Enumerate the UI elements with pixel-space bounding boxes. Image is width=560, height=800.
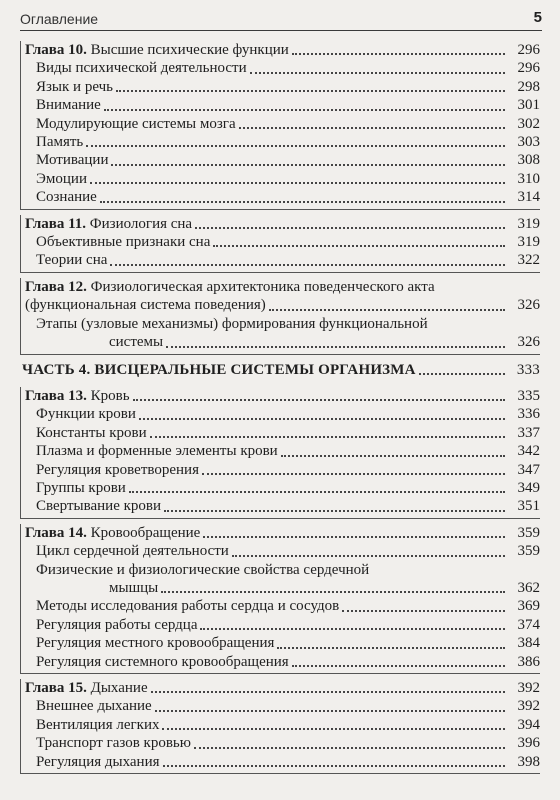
toc-entry[interactable] (21, 78, 540, 96)
page-ref: 392 (517, 698, 540, 715)
page-ref: 398 (517, 753, 540, 770)
page-ref: 314 (517, 189, 540, 206)
toc-entry[interactable] (21, 634, 540, 652)
chapter-label: Глава 13. (25, 387, 87, 404)
chapter-title: Физиологическая архитектоника поведенческого акта (90, 278, 435, 295)
chapter-12 (20, 278, 540, 355)
leader-dots (195, 226, 505, 229)
page-ref: 326 (517, 297, 540, 314)
toc-entry[interactable] (21, 697, 540, 715)
toc-entry[interactable] (21, 251, 540, 269)
toc-entry[interactable] (21, 716, 540, 734)
page-ref: 396 (517, 735, 540, 752)
entry-title: Теории сна (36, 252, 108, 269)
entry-title: Плазма и форменные элементы крови (36, 443, 278, 460)
entry-title: Цикл сердечной деятельности (36, 543, 229, 560)
entry-title: Модулирующие системы мозга (36, 115, 236, 132)
leader-dots (239, 126, 505, 129)
page-ref: 333 (516, 361, 540, 378)
chapter-15 (20, 679, 540, 774)
leader-dots (86, 144, 505, 147)
page-ref: 298 (517, 78, 540, 95)
toc-entry[interactable] (21, 233, 540, 251)
page-ref: 296 (517, 42, 540, 58)
page-ref: 362 (517, 579, 540, 596)
chapter-label: Глава 10. (25, 42, 87, 58)
toc-entry[interactable] (21, 424, 540, 442)
page-ref: 326 (517, 334, 540, 351)
page-ref: 374 (517, 616, 540, 633)
toc-entry[interactable] (21, 497, 540, 515)
leader-dots (100, 200, 505, 203)
page-ref: 308 (517, 152, 540, 169)
toc-entry-line2[interactable] (21, 579, 540, 597)
leader-dots (139, 417, 505, 420)
entry-title: Физические и физиологические свойства сердечной (36, 561, 370, 578)
leader-dots (161, 590, 505, 593)
toc-entry-line2[interactable] (21, 333, 540, 351)
leader-dots (104, 108, 505, 111)
chapter-title: Высшие психические функции (90, 42, 289, 58)
chapter-title: Физиология сна (89, 215, 193, 232)
leader-dots (155, 709, 505, 712)
toc-entry-chapter[interactable] (21, 387, 540, 405)
page-ref: 310 (517, 170, 540, 187)
page-ref: 335 (517, 387, 540, 404)
toc-entry-chapter[interactable] (21, 524, 540, 542)
entry-title: Группы крови (36, 479, 126, 496)
entry-title: Этапы (узловые механизмы) формирования функциональной (36, 315, 428, 332)
toc-entry-line1[interactable] (21, 315, 540, 333)
leader-dots (277, 646, 505, 649)
toc-entry[interactable] (21, 442, 540, 460)
toc-entry[interactable] (21, 405, 540, 423)
leader-dots (163, 764, 505, 767)
entry-title: Внешнее дыхание (36, 698, 152, 715)
page-number: 5 (533, 9, 542, 26)
table-of-contents (20, 41, 540, 779)
toc-entry-line1[interactable] (21, 561, 540, 579)
page-ref: 301 (517, 97, 540, 114)
leader-dots (150, 435, 505, 438)
chapter-label: Глава 12. (25, 278, 87, 295)
page-ref: 342 (517, 443, 540, 460)
toc-entry-chapter[interactable] (21, 679, 540, 697)
leader-dots (90, 181, 505, 184)
entry-title: Константы крови (36, 424, 147, 441)
leader-dots (129, 490, 505, 493)
entry-title: Функции крови (36, 406, 136, 423)
part-heading[interactable] (20, 361, 540, 379)
page-ref: 319 (517, 215, 540, 232)
entry-title: Регуляция дыхания (36, 753, 160, 770)
leader-dots (200, 627, 505, 630)
page-ref: 296 (517, 60, 540, 77)
page-ref: 369 (517, 598, 540, 615)
leader-dots (111, 163, 505, 166)
chapter-title: Кровообращение (90, 524, 201, 541)
entry-title: Транспорт газов кровью (36, 735, 191, 752)
entry-title: Объективные признаки сна (36, 234, 211, 251)
entry-title: Регуляция кроветворения (36, 461, 199, 478)
chapter-label: Глава 14. (25, 524, 87, 541)
chapter-14 (20, 524, 540, 674)
leader-dots (419, 372, 505, 375)
chapter-label: Глава 11. (25, 215, 87, 232)
entry-title: Методы исследования работы сердца и сосудов (36, 598, 340, 615)
entry-title: Язык и речь (36, 78, 113, 95)
page-ref: 351 (517, 498, 540, 515)
leader-dots (164, 509, 505, 512)
entry-title: Вентиляция легких (36, 716, 160, 733)
leader-dots (110, 263, 505, 266)
page-ref: 349 (517, 479, 540, 496)
leader-dots (281, 454, 505, 457)
leader-dots (162, 727, 505, 730)
leader-dots (250, 71, 505, 74)
toc-entry[interactable] (21, 133, 540, 151)
entry-title: Виды психической деятельности (36, 60, 247, 77)
leader-dots (194, 746, 505, 749)
entry-title: Внимание (36, 97, 101, 114)
toc-entry-chapter[interactable] (21, 41, 540, 59)
toc-entry[interactable] (21, 170, 540, 188)
toc-entry[interactable] (21, 653, 540, 671)
page-ref: 347 (517, 461, 540, 478)
page-ref: 394 (517, 716, 540, 733)
leader-dots (133, 398, 505, 401)
chapter-label: Глава 15. (25, 680, 87, 696)
entry-title: Эмоции (36, 170, 87, 187)
leader-dots (166, 345, 505, 348)
toc-entry[interactable] (21, 115, 540, 133)
toc-entry[interactable] (21, 616, 540, 634)
toc-entry-chapter[interactable] (21, 215, 540, 233)
chapter-11 (20, 215, 540, 273)
page-header (20, 8, 542, 31)
leader-dots (269, 308, 505, 311)
toc-entry[interactable] (21, 753, 540, 771)
page-ref: 302 (517, 115, 540, 132)
chapter-title: Дыхание (90, 680, 148, 696)
chapter-13 (20, 387, 540, 519)
leader-dots (151, 690, 505, 693)
running-title: Оглавление (20, 11, 99, 27)
toc-entry[interactable] (21, 151, 540, 169)
chapter-10 (20, 41, 540, 210)
toc-entry[interactable] (21, 542, 540, 560)
entry-title-cont: мышцы (109, 579, 159, 596)
page-ref: 337 (517, 424, 540, 441)
toc-entry[interactable] (21, 188, 540, 206)
page-ref: 336 (517, 406, 540, 423)
leader-dots (202, 472, 505, 475)
entry-title: Регуляция работы сердца (36, 616, 198, 633)
leader-dots (292, 52, 505, 55)
page-ref: 386 (517, 653, 540, 670)
page-ref: 359 (517, 524, 540, 541)
leader-dots (232, 554, 505, 557)
toc-entry[interactable] (21, 734, 540, 752)
page-ref: 392 (517, 680, 540, 696)
chapter-title: Кровь (90, 387, 130, 404)
page-ref: 359 (517, 543, 540, 560)
entry-title: Мотивации (36, 152, 109, 169)
leader-dots (203, 535, 505, 538)
entry-title: Свертывание крови (36, 498, 161, 515)
page-ref: 322 (517, 252, 540, 269)
entry-title: Сознание (36, 189, 97, 206)
page-ref: 384 (517, 635, 540, 652)
leader-dots (342, 609, 505, 612)
part-title: ЧАСТЬ 4. ВИСЦЕРАЛЬНЫЕ СИСТЕМЫ ОРГАНИЗМА (22, 361, 416, 378)
toc-entry-chapter-line2[interactable] (21, 296, 540, 314)
entry-title: Регуляция местного кровообращения (36, 635, 275, 652)
toc-entry[interactable] (21, 597, 540, 615)
entry-title-cont: системы (109, 334, 164, 351)
entry-title: Регуляция системного кровообращения (36, 653, 289, 670)
toc-entry[interactable] (21, 461, 540, 479)
leader-dots (213, 244, 505, 247)
entry-title: Память (36, 134, 84, 151)
chapter-title-cont: (функциональная система поведения) (25, 297, 266, 314)
toc-entry[interactable] (21, 479, 540, 497)
leader-dots (116, 89, 505, 92)
leader-dots (292, 664, 505, 667)
page-ref: 319 (517, 234, 540, 251)
toc-entry-chapter-line1[interactable] (21, 278, 540, 296)
page-ref: 303 (517, 134, 540, 151)
toc-entry[interactable] (21, 59, 540, 77)
toc-entry[interactable] (21, 96, 540, 114)
